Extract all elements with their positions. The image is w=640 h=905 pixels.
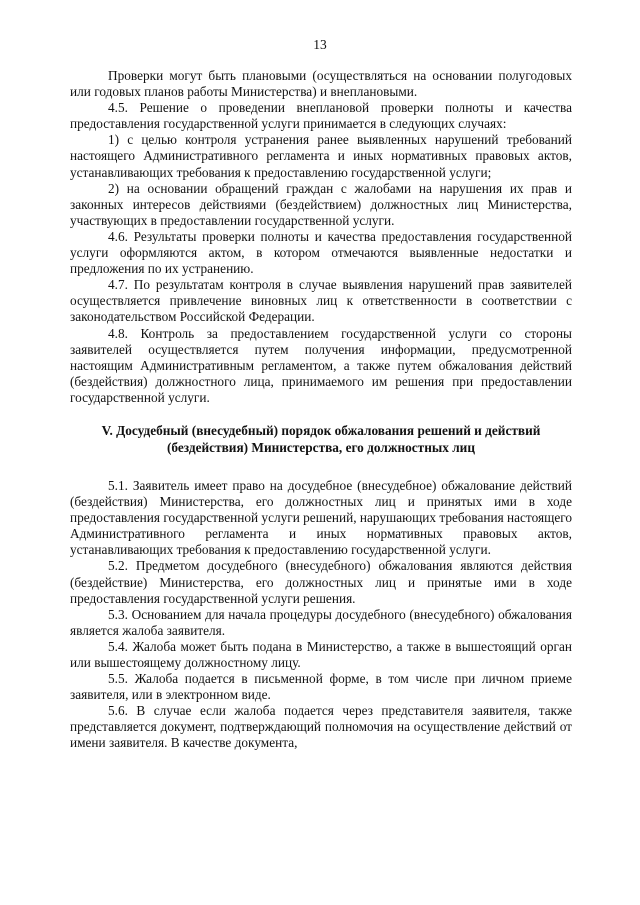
paragraph-5-4: 5.4. Жалоба может быть подана в Министерство, а также в вышестоящий орган или вышестоящему должностному лицу.: [70, 638, 572, 670]
paragraph-5-3: 5.3. Основанием для начала процедуры досудебного (внесудебного) обжалования является жалоба заявителя.: [70, 606, 572, 638]
section-heading: V. Досудебный (внесудебный) порядок обжалования решений и действий (бездействия) Министерства, его должностных лиц: [101, 422, 541, 455]
paragraph-4-7: 4.7. По результатам контроля в случае выявления нарушений прав заявителей осуществляется привлечение виновных лиц к ответственности в соответствии с законодательством Российской Федерации.: [70, 277, 572, 325]
paragraph-5-2: 5.2. Предметом досудебного (внесудебного) обжалования являются действия (бездействие) Министерства, его должностных лиц и принятые ими в ходе предоставления государственной услуги решения.: [70, 558, 572, 606]
paragraph-inspections-types: Проверки могут быть плановыми (осуществляться на основании полугодовых или годовых планов работы Министерства) и внеплановыми.: [70, 68, 572, 100]
paragraph-4-6: 4.6. Результаты проверки полноты и качества предоставления государственной услуги оформляются актом, в котором отмечаются выявленные недостатки и предложения по их устранению.: [70, 228, 572, 277]
paragraph-4-5-item-2: 2) на основании обращений граждан с жалобами на нарушения их прав и законных интересов действиями (бездействием) должностных лиц Министерства, участвующих в предоставлении государственной услуги.: [70, 180, 572, 228]
paragraph-4-5-item-1: 1) с целью контроля устранения ранее выявленных нарушений требований настоящего Административного регламента и иных нормативных правовых актов, устанавливающих требования к предоставлению государственной услуги;: [70, 132, 572, 180]
paragraph-4-5: 4.5. Решение о проведении внеплановой проверки полноты и качества предоставления государственной услуги принимается в следующих случаях:: [70, 100, 572, 132]
paragraph-4-8: 4.8. Контроль за предоставлением государственной услуги со стороны заявителей осуществляется путем получения информации, предусмотренной настоящим Административным регламентом, а также путем обжалования действий (бездействия) должностного лица, принимаемого им решения при предоставлении государственной услуги.: [70, 325, 572, 405]
page-number: 13: [313, 37, 327, 52]
paragraph-5-6: 5.6. В случае если жалоба подается через представителя заявителя, также представляется документ, подтверждающий полномочия на осуществление действий от имени заявителя. В качестве документа,: [70, 703, 572, 751]
document-body: [70, 68, 572, 752]
paragraph-5-1: 5.1. Заявитель имеет право на досудебное (внесудебное) обжалование действий (бездействия) Министерства, его должностных лиц и принятых ими в ходе предоставления государственной услуги решений, нарушающих требования настоящего Административного регламента и иных нормативных правовых актов, устанавливающих требования к предоставлению государственной услуги.: [70, 477, 572, 558]
paragraph-5-5: 5.5. Жалоба подается в письменной форме, в том числе при личном приеме заявителя, или в электронном виде.: [70, 671, 572, 703]
